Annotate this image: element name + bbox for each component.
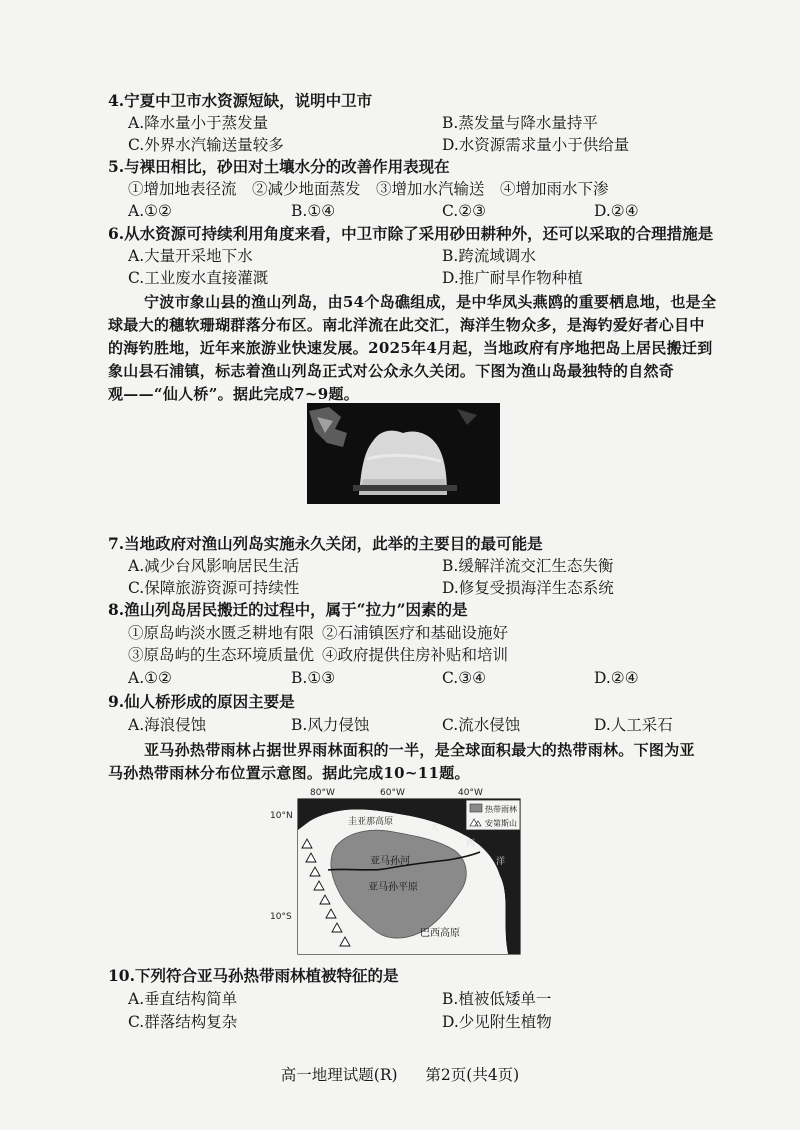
question-6-stem: 6.从水资源可持续利用角度来看，中卫市除了采用砂田耕种外，还可以采取的合理措施是 [108, 224, 714, 243]
passage-2-line-2: 马孙热带雨林分布位置示意图。据此完成10~11题。 [108, 764, 470, 782]
page-footer [0, 1063, 800, 1085]
q4-option-c: C.外界水汽输送量较多 [128, 136, 284, 154]
question-9-stem: 9.仙人桥形成的原因主要是 [108, 692, 295, 711]
q5-option-a: A.①② [128, 202, 172, 220]
brazilian-highlands-label: 巴西高原 [420, 928, 460, 939]
footer-course-title: 高一地理试题(R) [280, 1066, 398, 1084]
q4-option-a: A.降水量小于蒸发量 [128, 114, 269, 132]
q8-statement-4: ④政府提供住房补贴和培训 [322, 646, 509, 664]
q6-option-a: A.大量开采地下水 [128, 247, 253, 265]
lat-10s-label: 10°S [270, 912, 292, 922]
q9-option-a: A.海浪侵蚀 [128, 716, 207, 734]
legend-rainforest-label: 热带雨林 [485, 805, 517, 814]
q8-option-a: A.①② [128, 669, 172, 687]
q6-option-d: D.推广耐旱作物种植 [442, 269, 583, 287]
lon-80w-label: 80°W [310, 788, 335, 798]
q10-option-d: D.少见附生植物 [442, 1013, 552, 1031]
q4-option-b: B.蒸发量与降水量持平 [442, 114, 598, 132]
q10-option-c: C.群落结构复杂 [128, 1013, 238, 1031]
amazon-river-label: 亚马孙河 [370, 856, 410, 867]
q5-option-d: D.②④ [594, 202, 639, 220]
guiana-highlands-label: 圭亚那高原 [348, 817, 394, 827]
q7-option-a: A.减少台风影响居民生活 [128, 557, 300, 575]
passage-2-line-1: 亚马孙热带雨林占据世界雨林面积的一半，是全球面积最大的热带雨林。下图为亚 [144, 741, 695, 759]
amazon-rainforest-map [270, 786, 532, 956]
atlantic-label-2: 西 [466, 839, 476, 849]
lat-10n-label: 10°N [270, 811, 293, 821]
q7-option-c: C.保障旅游资源可持续性 [128, 579, 300, 597]
q8-option-d: D.②④ [594, 669, 639, 687]
passage-1-line-3: 的海钓胜地，近年来旅游业快速发展。2025年4月起，当地政府有序地把岛上居民搬迁到 [108, 339, 713, 357]
q5-statements: ①增加地表径流 ②减少地面蒸发 ③增加水汽输送 ④增加雨水下渗 [128, 180, 609, 198]
question-7-stem: 7.当地政府对渔山列岛实施永久关闭，此举的主要目的最可能是 [108, 534, 543, 553]
footer-page-number: 第2页(共4页) [425, 1066, 520, 1084]
passage-1-line-1: 宁波市象山县的渔山列岛，由54个岛礁组成，是中华凤头燕鸥的重要栖息地，也是全 [144, 293, 717, 311]
passage-1-line-2: 球最大的穗软珊瑚群落分布区。南北洋流在此交汇，海洋生物众多，是海钓爱好者心目中 [108, 316, 705, 334]
q8-option-c: C.③④ [442, 669, 487, 687]
q8-statement-2: ②石浦镇医疗和基础设施好 [322, 624, 509, 642]
question-8-stem: 8.渔山列岛居民搬迁的过程中，属于“拉力”因素的是 [108, 600, 468, 619]
question-4-stem: 4.宁夏中卫市水资源短缺，说明中卫市 [108, 91, 373, 110]
lon-60w-label: 60°W [380, 788, 405, 798]
q6-option-c: C.工业废水直接灌溉 [128, 269, 269, 287]
legend-andes-label: 安第斯山 [485, 819, 517, 828]
q7-option-b: B.缓解洋流交汇生态失衡 [442, 557, 614, 575]
q8-statement-3: ③原岛屿的生态环境质量优 [128, 646, 315, 664]
q8-option-b: B.①③ [291, 669, 336, 687]
q7-option-d: D.修复受损海洋生态系统 [442, 579, 614, 597]
atlantic-label-3: 洋 [496, 857, 506, 867]
passage-1-line-4: 象山县石浦镇，标志着渔山列岛正式对公众永久关闭。下图为渔山岛最独特的自然奇 [108, 362, 675, 380]
q8-statement-1: ①原岛屿淡水匮乏耕地有限 [128, 624, 315, 642]
passage-1-line-5: 观——“仙人桥”。据此完成7~9题。 [108, 385, 360, 403]
q10-option-a: A.垂直结构简单 [128, 990, 238, 1008]
q5-option-b: B.①④ [291, 202, 336, 220]
atlantic-label-1: 大 [430, 823, 440, 833]
question-5-stem: 5.与裸田相比，砂田对土壤水分的改善作用表现在 [108, 157, 450, 176]
lon-40w-label: 40°W [458, 788, 483, 798]
q6-option-b: B.跨流域调水 [442, 247, 536, 265]
q9-option-b: B.风力侵蚀 [291, 716, 370, 734]
q9-option-c: C.流水侵蚀 [442, 716, 521, 734]
question-10-stem: 10.下列符合亚马孙热带雨林植被特征的是 [108, 966, 399, 985]
q5-option-c: C.②③ [442, 202, 487, 220]
sea-arch-photo [307, 403, 500, 504]
amazon-plain-label: 亚马孙平原 [368, 882, 418, 893]
q9-option-d: D.人工采石 [594, 716, 673, 734]
q10-option-b: B.植被低矮单一 [442, 990, 552, 1008]
q4-option-d: D.水资源需求量小于供给量 [442, 136, 630, 154]
